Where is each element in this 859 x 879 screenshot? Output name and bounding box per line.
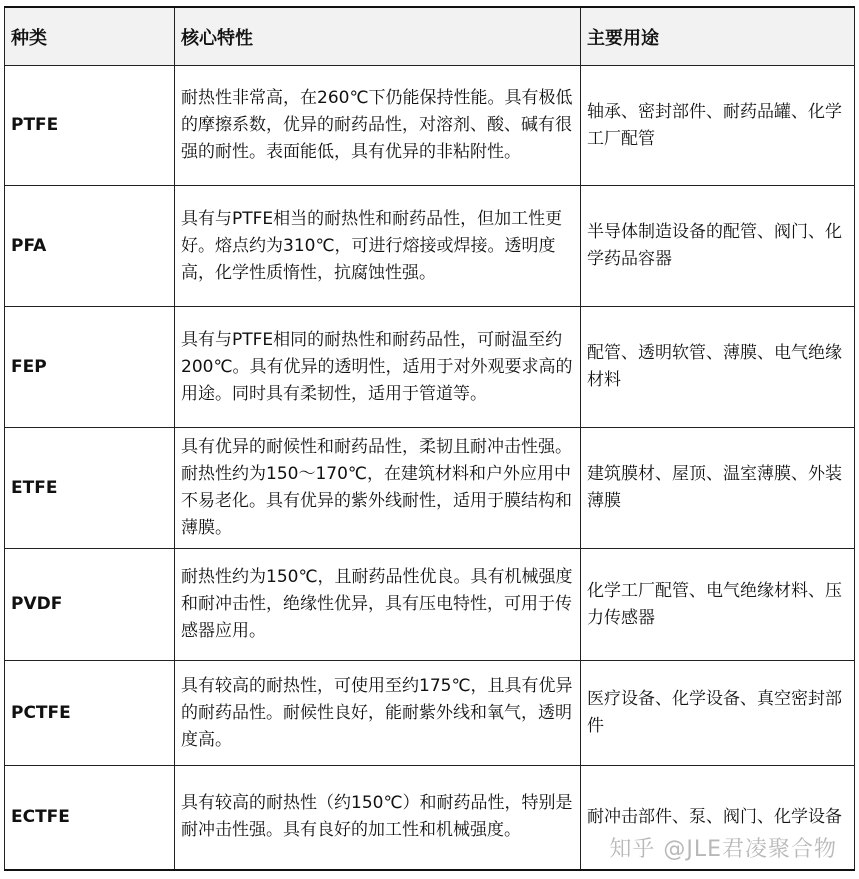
header-uses: 主要用途 <box>581 7 855 66</box>
properties-cell: 具有与PTFE相当的耐热性和耐药品性，但加工性更好。熔点约为310℃，可进行熔接或焊接。透明度高，化学性质惰性，抗腐蚀性强。 <box>175 186 581 307</box>
properties-cell: 具有较高的耐热性，可使用至约175℃，且具有优异的耐药品性。耐候性良好，能耐紫外线和氧气，透明度高。 <box>175 661 581 766</box>
uses-cell: 耐冲击部件、泵、阀门、化学设备 <box>581 766 855 870</box>
header-type: 种类 <box>5 7 175 66</box>
uses-cell: 建筑膜材、屋顶、温室薄膜、外装薄膜 <box>581 428 855 549</box>
table-row <box>5 186 855 307</box>
header-properties: 核心特性 <box>175 7 581 66</box>
table-row <box>5 661 855 766</box>
header-row <box>5 7 855 66</box>
watermark: 知乎 @JLE君凌聚合物 <box>609 837 837 862</box>
properties-cell: 具有较高的耐热性（约150℃）和耐药品性，特别是耐冲击性强。具有良好的加工性和机械强度。 <box>175 766 581 870</box>
properties-cell: 具有优异的耐候性和耐药品性，柔韧且耐冲击性强。耐热性约为150～170℃，在建筑材料和户外应用中不易老化。具有优异的紫外线耐性，适用于膜结构和薄膜。 <box>175 428 581 549</box>
table-row <box>5 66 855 186</box>
fluoropolymer-table <box>4 6 855 871</box>
uses-cell: 轴承、密封部件、耐药品罐、化学工厂配管 <box>581 66 855 186</box>
properties-cell: 耐热性约为150℃，且耐药品性优良。具有机械强度和耐冲击性，绝缘性优异，具有压电特性，可用于传感器应用。 <box>175 549 581 661</box>
uses-cell: 医疗设备、化学设备、真空密封部件 <box>581 661 855 766</box>
table-row <box>5 428 855 549</box>
uses-cell: 半导体制造设备的配管、阀门、化学药品容器 <box>581 186 855 307</box>
properties-cell: 具有与PTFE相同的耐热性和耐药品性，可耐温至约200℃。具有优异的透明性，适用于对外观要求高的用途。同时具有柔韧性，适用于管道等。 <box>175 307 581 428</box>
type-cell: ECTFE <box>5 766 175 870</box>
table-row <box>5 307 855 428</box>
table-body <box>5 66 855 870</box>
properties-cell: 耐热性非常高，在260℃下仍能保持性能。具有极低的摩擦系数，优异的耐药品性，对溶剂、酸、碱有很强的耐性。表面能低，具有优异的非粘附性。 <box>175 66 581 186</box>
type-cell: ETFE <box>5 428 175 549</box>
type-cell: PTFE <box>5 66 175 186</box>
type-cell: PFA <box>5 186 175 307</box>
table-row <box>5 549 855 661</box>
table-header <box>5 7 855 66</box>
uses-cell: 化学工厂配管、电气绝缘材料、压力传感器 <box>581 549 855 661</box>
type-cell: PCTFE <box>5 661 175 766</box>
uses-cell: 配管、透明软管、薄膜、电气绝缘材料 <box>581 307 855 428</box>
type-cell: FEP <box>5 307 175 428</box>
type-cell: PVDF <box>5 549 175 661</box>
